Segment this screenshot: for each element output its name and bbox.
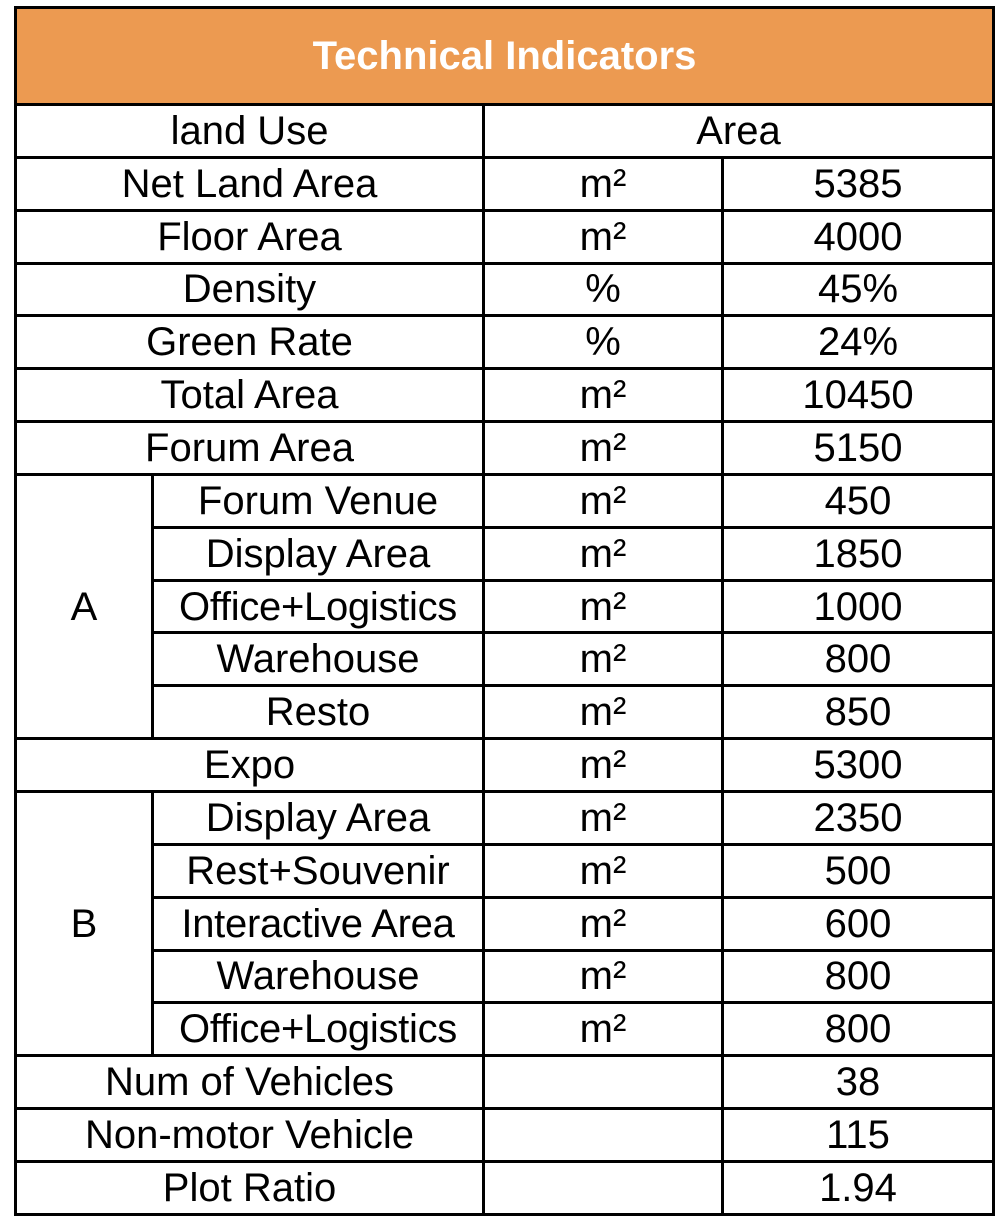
table-row bbox=[16, 474, 994, 527]
header-area: Area bbox=[484, 105, 994, 158]
title-row bbox=[16, 8, 994, 105]
group-a-item-label: Resto bbox=[153, 686, 484, 739]
row-unit: m² bbox=[484, 422, 723, 475]
row-label: Expo bbox=[16, 739, 484, 792]
group-a-item-unit: m² bbox=[484, 686, 723, 739]
table-row bbox=[16, 633, 994, 686]
row-unit: m² bbox=[484, 157, 723, 210]
row-value: 45% bbox=[723, 263, 994, 316]
row-value: 5150 bbox=[723, 422, 994, 475]
group-a-item-value: 850 bbox=[723, 686, 994, 739]
group-a-item-unit: m² bbox=[484, 633, 723, 686]
group-b-item-label: Interactive Area bbox=[153, 897, 484, 950]
group-a-letter: A bbox=[16, 474, 153, 738]
row-value: 115 bbox=[723, 1109, 994, 1162]
group-a-item-unit: m² bbox=[484, 527, 723, 580]
table-row bbox=[16, 686, 994, 739]
group-b-item-unit: m² bbox=[484, 950, 723, 1003]
row-unit bbox=[484, 1109, 723, 1162]
group-b-item-value: 800 bbox=[723, 1003, 994, 1056]
table-row bbox=[16, 580, 994, 633]
group-a-item-label: Forum Venue bbox=[153, 474, 484, 527]
group-a-item-unit: m² bbox=[484, 580, 723, 633]
table-row bbox=[16, 739, 994, 792]
table-title: Technical Indicators bbox=[16, 8, 994, 105]
table-row bbox=[16, 157, 994, 210]
header-land-use: land Use bbox=[16, 105, 484, 158]
table-row bbox=[16, 1056, 994, 1109]
row-label: Floor Area bbox=[16, 210, 484, 263]
row-label: Non-motor Vehicle bbox=[16, 1109, 484, 1162]
row-value: 5385 bbox=[723, 157, 994, 210]
group-b-item-label: Rest+Souvenir bbox=[153, 844, 484, 897]
table-row bbox=[16, 1003, 994, 1056]
row-value: 38 bbox=[723, 1056, 994, 1109]
table-row bbox=[16, 422, 994, 475]
group-b-item-label: Warehouse bbox=[153, 950, 484, 1003]
group-b-letter: B bbox=[16, 791, 153, 1055]
technical-indicators-table bbox=[14, 6, 995, 1216]
row-unit: m² bbox=[484, 369, 723, 422]
group-b-item-unit: m² bbox=[484, 1003, 723, 1056]
group-a-item-value: 450 bbox=[723, 474, 994, 527]
table-row bbox=[16, 844, 994, 897]
row-label: Total Area bbox=[16, 369, 484, 422]
group-b-item-value: 500 bbox=[723, 844, 994, 897]
row-unit: m² bbox=[484, 210, 723, 263]
group-a-item-unit: m² bbox=[484, 474, 723, 527]
row-label: Density bbox=[16, 263, 484, 316]
row-value: 4000 bbox=[723, 210, 994, 263]
row-value: 10450 bbox=[723, 369, 994, 422]
row-value: 5300 bbox=[723, 739, 994, 792]
row-value: 1.94 bbox=[723, 1161, 994, 1214]
row-label: Num of Vehicles bbox=[16, 1056, 484, 1109]
row-unit bbox=[484, 1161, 723, 1214]
group-a-item-label: Display Area bbox=[153, 527, 484, 580]
table-row bbox=[16, 369, 994, 422]
group-b-item-label: Office+Logistics bbox=[153, 1003, 484, 1056]
group-b-item-unit: m² bbox=[484, 844, 723, 897]
table-row bbox=[16, 950, 994, 1003]
row-unit bbox=[484, 1056, 723, 1109]
table-row bbox=[16, 527, 994, 580]
group-a-item-value: 1000 bbox=[723, 580, 994, 633]
table-row bbox=[16, 897, 994, 950]
table-row bbox=[16, 1161, 994, 1214]
row-unit: % bbox=[484, 263, 723, 316]
group-b-item-value: 2350 bbox=[723, 791, 994, 844]
group-a-item-value: 1850 bbox=[723, 527, 994, 580]
header-row bbox=[16, 105, 994, 158]
table-row bbox=[16, 263, 994, 316]
group-b-item-label: Display Area bbox=[153, 791, 484, 844]
row-label: Forum Area bbox=[16, 422, 484, 475]
group-b-item-unit: m² bbox=[484, 897, 723, 950]
group-b-item-value: 600 bbox=[723, 897, 994, 950]
table-row bbox=[16, 316, 994, 369]
row-unit: m² bbox=[484, 739, 723, 792]
group-a-item-label: Warehouse bbox=[153, 633, 484, 686]
group-b-item-value: 800 bbox=[723, 950, 994, 1003]
row-label: Green Rate bbox=[16, 316, 484, 369]
row-label: Net Land Area bbox=[16, 157, 484, 210]
table-row bbox=[16, 791, 994, 844]
table-row bbox=[16, 210, 994, 263]
group-b-item-unit: m² bbox=[484, 791, 723, 844]
row-unit: % bbox=[484, 316, 723, 369]
table-row bbox=[16, 1109, 994, 1162]
row-value: 24% bbox=[723, 316, 994, 369]
row-label: Plot Ratio bbox=[16, 1161, 484, 1214]
group-a-item-value: 800 bbox=[723, 633, 994, 686]
group-a-item-label: Office+Logistics bbox=[153, 580, 484, 633]
